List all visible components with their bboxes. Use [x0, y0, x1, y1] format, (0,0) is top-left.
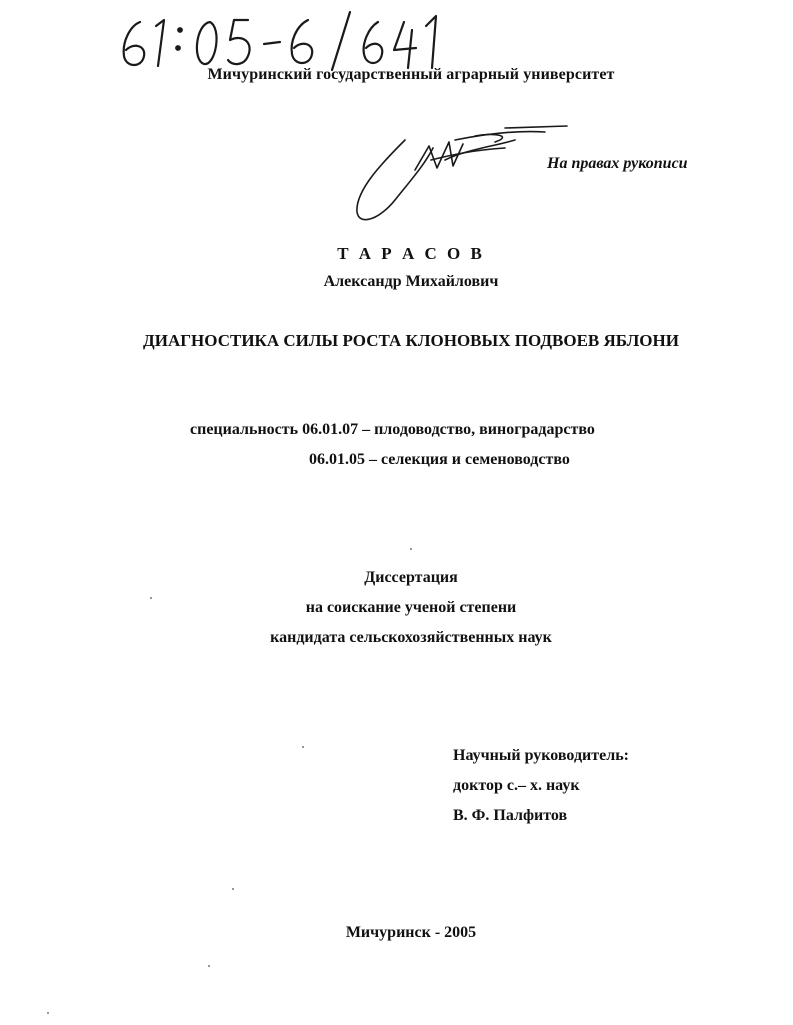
scan-speck — [302, 746, 304, 748]
specialty-line-1: специальность 06.01.07 – плодоводство, виноградарство — [190, 421, 595, 438]
city-year: Мичуринск - 2005 — [345, 924, 477, 941]
supervisor-degree: доктор с.– х. наук — [453, 777, 580, 794]
handwritten-code-drawing — [112, 8, 452, 72]
scan-speck — [47, 1012, 49, 1014]
signature-scribble — [345, 120, 575, 230]
dissertation-type-line-2: на соискание ученой степени — [305, 599, 517, 616]
dissertation-type-line-1: Диссертация — [364, 569, 458, 586]
scan-speck — [232, 888, 234, 890]
handwritten-archive-code — [112, 8, 452, 72]
signature-drawing — [345, 120, 575, 230]
scan-speck — [150, 597, 152, 599]
supervisor-label: Научный руководитель: — [453, 747, 629, 764]
dissertation-title: ДИАГНОСТИКА СИЛЫ РОСТА КЛОНОВЫХ ПОДВОЕВ ЯБЛОНИ — [143, 331, 679, 350]
dissertation-type-line-3: кандидата сельскохозяйственных наук — [270, 629, 552, 646]
scan-speck — [410, 548, 412, 550]
author-given-names: Александр Михайлович — [323, 273, 499, 290]
author-surname: Т А Р А С О В — [337, 244, 485, 263]
manuscript-rights-note: На правах рукописи — [547, 155, 688, 172]
specialty-line-2: 06.01.05 – селекция и семеноводство — [309, 451, 570, 468]
scan-speck — [208, 965, 210, 967]
supervisor-name: В. Ф. Палфитов — [453, 807, 568, 824]
university-name: Мичуринский государственный аграрный университет — [207, 66, 615, 83]
